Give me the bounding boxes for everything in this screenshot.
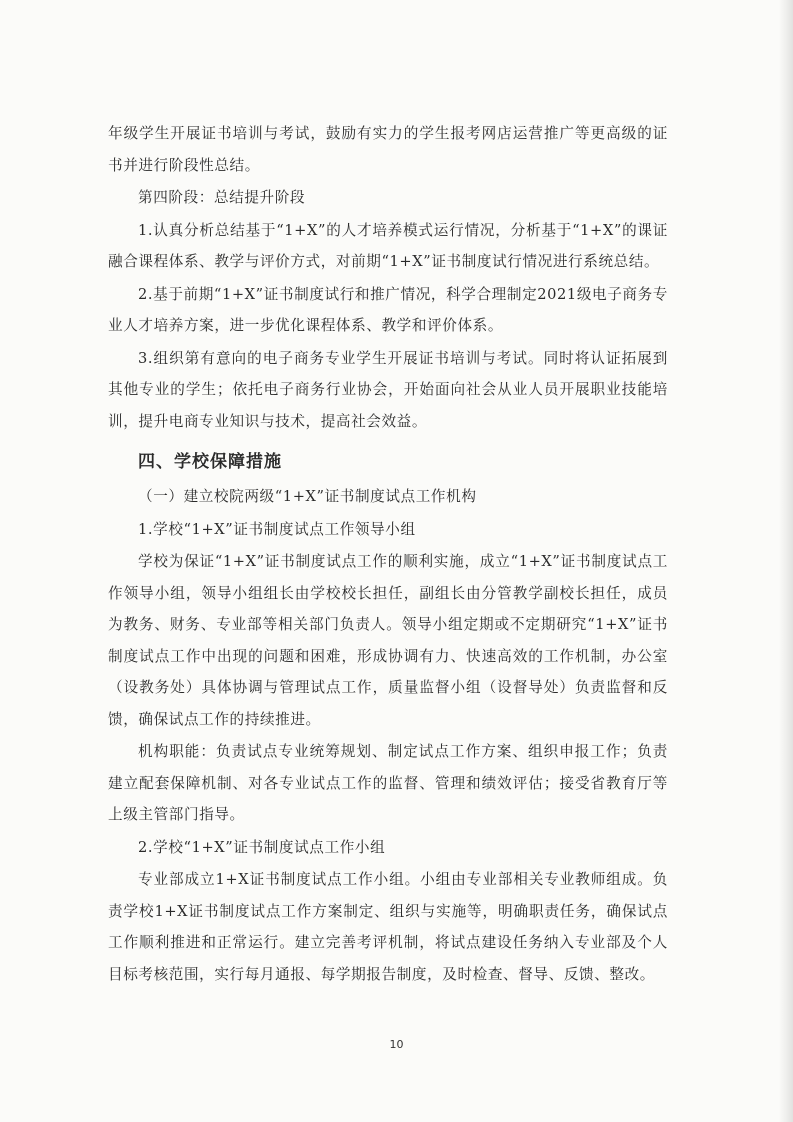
working-group-title: 2.学校“1+X”证书制度试点工作小组 [138, 838, 386, 856]
leadership-group-title: 1.学校“1+X”证书制度试点工作领导小组 [138, 520, 416, 538]
stage-four-item-2: 2.基于前期“1+X”证书制度试行和推广情况，科学合理制定2021级电子商务专业人才培养方案，进一步优化课程体系、教学和评价体系。 [108, 285, 668, 334]
working-group-paragraph: 专业部成立1+X证书制度试点工作小组。小组由专业部相关专业教师组成。负责学校1+X证书制度试点工作方案制定、组织与实施等，明确职责任务，确保试点工作顺利推进和正常运行。建立完善考评机制，将试点建设任务纳入专业部及个人目标考核范围，实行每月通报、每学期报告制度，及时检查、督导、反馈、整改。 [108, 871, 668, 983]
leadership-group-paragraph: 学校为保证“1+X”证书制度试点工作的顺利实施，成立“1+X”证书制度试点工作领导小组，领导小组组长由学校校长担任，副组长由分管教学副校长担任，成员为教务、财务、专业部等相关部门负责人。领导小组定期或不定期研究“1+X”证书制度试点工作中出现的问题和困难，形成协调有力、快速高效的工作机制，办公室（设教务处）具体协调与管理试点工作，质量监督小组（设督导处）负责监督和反馈，确保试点工作的持续推进。 [108, 553, 668, 728]
subsection-heading: （一）建立校院两级“1+X”证书制度试点工作机构 [138, 488, 477, 505]
stage-four-item-3: 3.组织第有意向的电子商务专业学生开展证书培训与考试。同时将认证拓展到其他专业的学生；依托电子商务行业协会，开始面向社会从业人员开展职业技能培训，提升电商专业知识与技术，提高社会效益。 [108, 349, 668, 430]
section-heading: 四、学校保障措施 [138, 452, 282, 472]
page-number: 10 [389, 1038, 404, 1051]
document-body [108, 118, 668, 990]
stage-four-title: 第四阶段：总结提升阶段 [138, 189, 306, 206]
paragraph-continued: 年级学生开展证书培训与考试，鼓励有实力的学生报考网店运营推广等更高级的证书并进行阶段性总结。 [108, 125, 668, 174]
page-edge-shadow [779, 0, 793, 1122]
functions-paragraph: 机构职能：负责试点专业统筹规划、制定试点工作方案、组织申报工作；负责建立配套保障机制、对各专业试点工作的监督、管理和绩效评估；接受省教育厅等上级主管部门指导。 [108, 743, 668, 823]
stage-four-item-1: 1.认真分析总结基于“1+X”的人才培养模式运行情况，分析基于“1+X”的课证融合课程体系、教学与评价方式，对前期“1+X”证书制度试行情况进行系统总结。 [108, 221, 668, 270]
